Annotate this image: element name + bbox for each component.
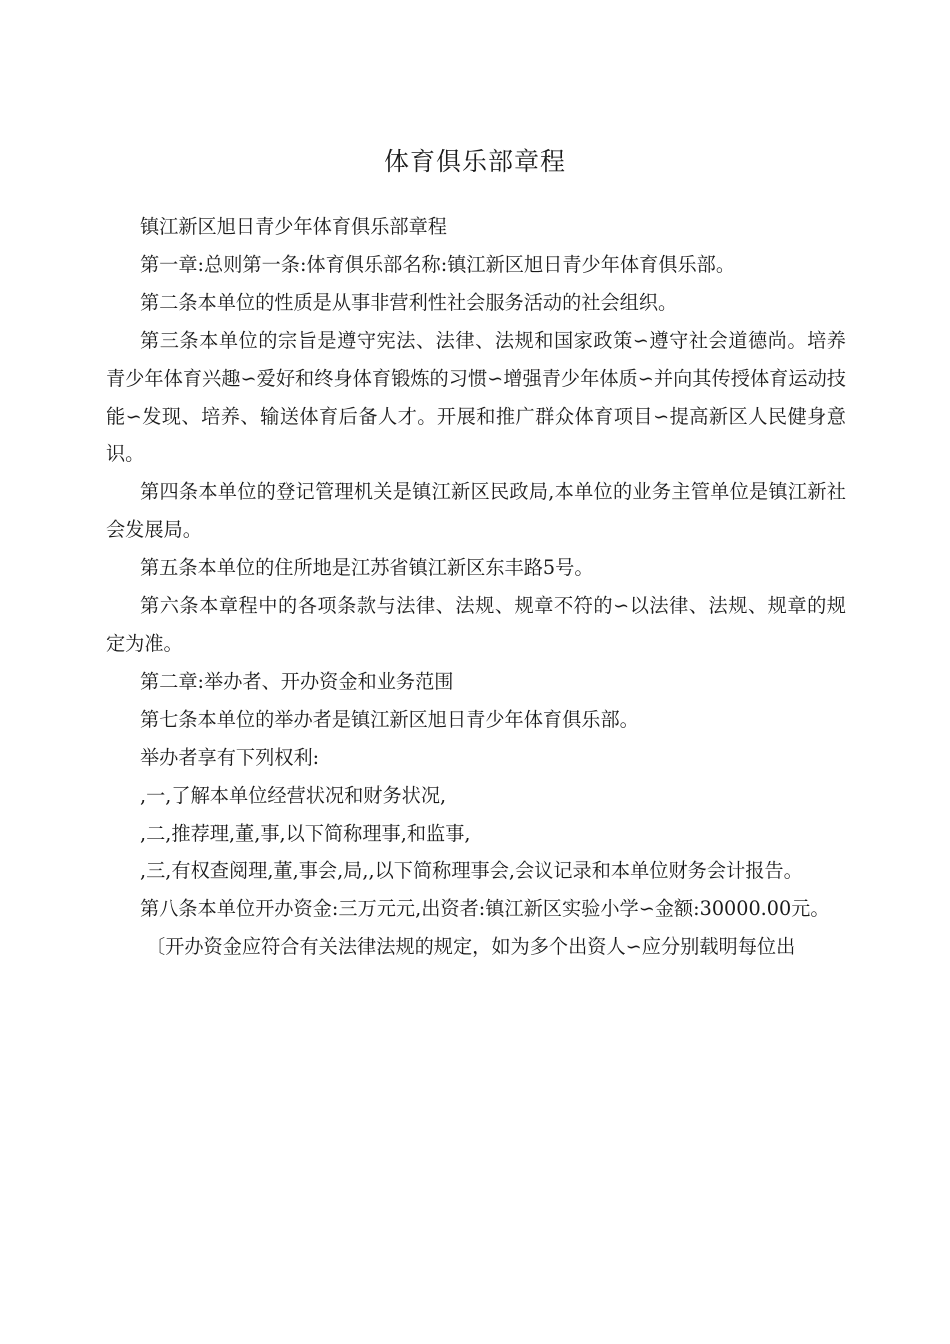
- paragraph-article-1: 第一章:总则第一条:体育俱乐部名称:镇江新区旭日青少年体育俱乐部。: [140, 252, 736, 276]
- paragraph-chapter-2: 第二章:举办者、开办资金和业务范围: [140, 669, 454, 693]
- paragraph-article-4: 第四条本单位的登记管理机关是镇江新区民政局,本单位的业务主管单位是镇江新社会发展局。: [106, 480, 846, 542]
- paragraph-right-3: ,三,有权查阅理,董,事会,局,,以下简称理事会,会议记录和本单位财务会计报告。: [140, 859, 803, 883]
- paragraph-article-7: 第七条本单位的举办者是镇江新区旭日青少年体育俱乐部。: [140, 707, 639, 731]
- document-body: [106, 208, 846, 966]
- paragraph-right-2: ,二,推荐理,董,事,以下简称理事,和监事,: [140, 821, 471, 845]
- paragraph-right-1: ,一,了解本单位经营状况和财务状况,: [140, 783, 447, 807]
- document-title: 体育俱乐部章程: [383, 147, 566, 176]
- paragraph-article-3: 第三条本单位的宗旨是遵守宪法、法律、法规和国家政策∽遵守社会道德尚。培养青少年体育兴趣∽爱好和终身体育锻炼的习惯∽增强青少年体质∽并向其传授体育运动技能∽发现、培养、输送体育后备人才。开展和推广群众体育项目∽提高新区人民健身意识。: [106, 328, 846, 466]
- paragraph-article-2: 第二条本单位的性质是从事非营利性社会服务活动的社会组织。: [140, 290, 678, 314]
- paragraph-article-5: 第五条本单位的住所地是江苏省镇江新区东丰路5号。: [140, 556, 594, 580]
- paragraph-funding-note: 〔开办资金应符合有关法律法规的规定，如为多个出资人∽应分别载明每位出: [146, 935, 796, 959]
- paragraph-subtitle: 镇江新区旭日青少年体育俱乐部章程: [140, 215, 447, 238]
- paragraph-article-8: 第八条本单位开办资金:三万元元,出资者:镇江新区实验小学∽金额:30000.00元。: [140, 897, 830, 921]
- paragraph-rights-intro: 举办者享有下列权利:: [140, 745, 320, 769]
- paragraph-article-6: 第六条本章程中的各项条款与法律、法规、规章不符的∽以法律、法规、规章的规定为准。: [106, 594, 846, 655]
